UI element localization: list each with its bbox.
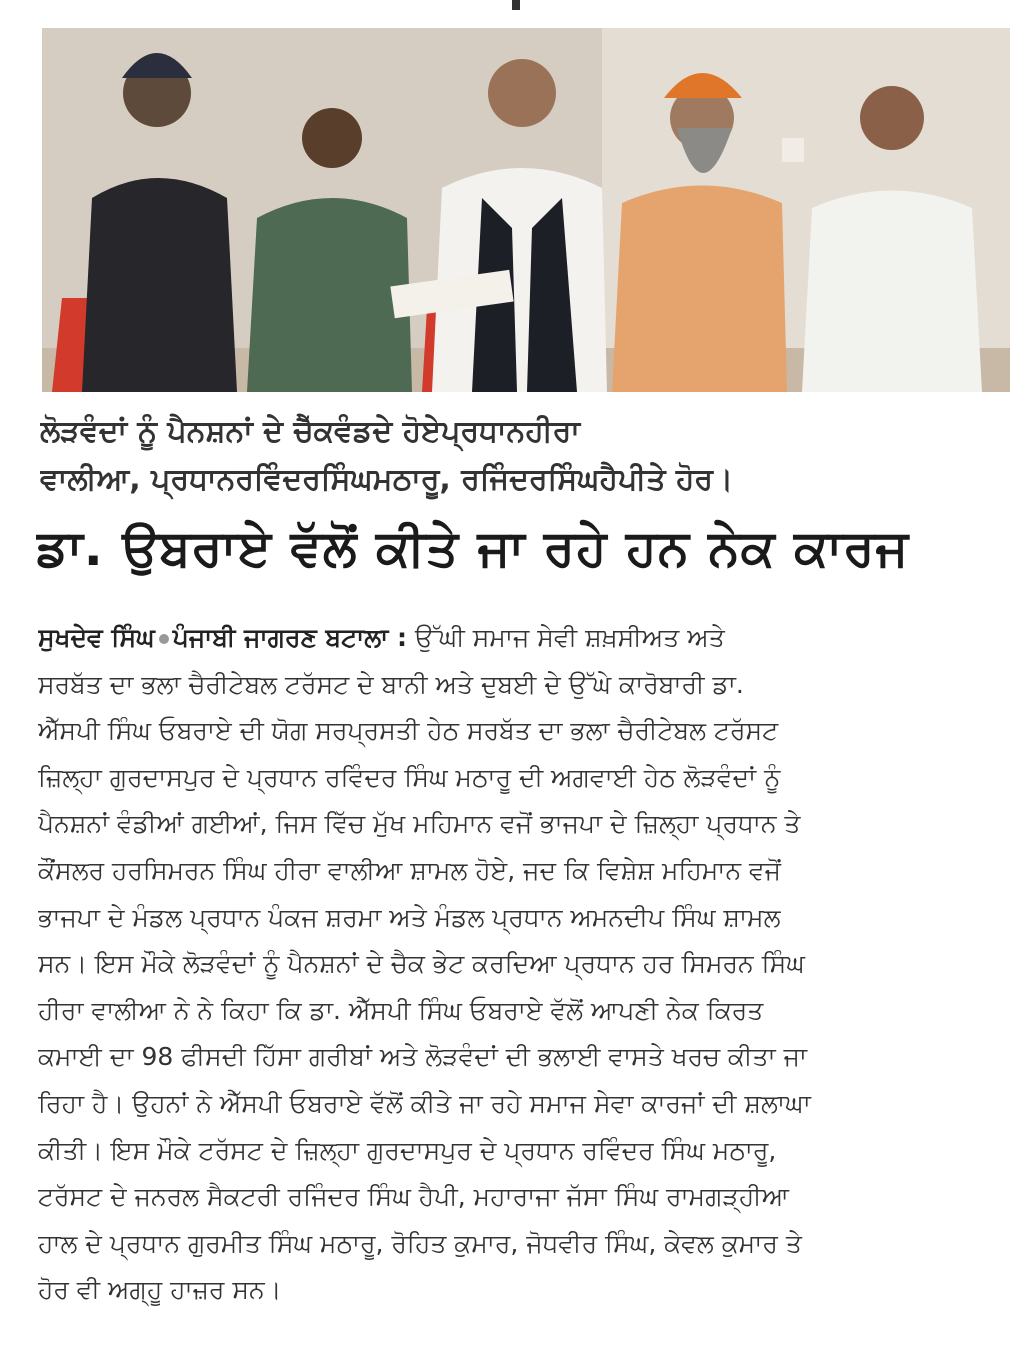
photo-five-men-with-cheque <box>42 28 1010 392</box>
article-line: ਹੋਰ ਵੀ ਅਗ੍ਹੂ ਹਾਜ਼ਰ ਸਨ। <box>38 1275 282 1305</box>
article-line: ਕੀਤੀ। ਇਸ ਮੌਕੇ ਟਰੱਸਟ ਦੇ ਜ਼ਿਲ੍ਹਾ ਗੁਰਦਾਸਪੁਰ ਦੇ ਪ੍ਰਧਾਨ ਰਵਿੰਦਰ ਸਿੰਘ ਮਠਾਰੂ, <box>38 1135 777 1165</box>
article-text: ਉੱਘੀ ਸਮਾਜ ਸੇਵੀ ਸ਼ਖ਼ਸੀਅਤ ਅਤੇ <box>414 623 725 652</box>
article-line-byline <box>38 615 988 662</box>
article-line: ਹੀਰਾ ਵਾਲੀਆ ਨੇ ਨੇ ਕਿਹਾ ਕਿ ਡਾ. ਐੱਸਪੀ ਸਿੰਘ ਓਬਰਾਏ ਵੱਲੋਂ ਆਪਣੀ ਨੇਕ ਕਿਰਤ <box>38 995 764 1025</box>
article-line: ਹਾਲ ਦੇ ਪ੍ਰਧਾਨ ਗੁਰਮੀਤ ਸਿੰਘ ਮਠਾਰੂ, ਰੋਹਿਤ ਕੁਮਾਰ, ਜੋਧਵੀਰ ਸਿੰਘ, ਕੇਵਲ ਕੁਮਾਰ ਤੇ <box>38 1228 802 1258</box>
article-line: ਐੱਸਪੀ ਸਿੰਘ ਓਬਰਾਏ ਦੀ ਯੋਗ ਸਰਪ੍ਰਸਤੀ ਹੇਠ ਸਰਬੱਤ ਦਾ ਭਲਾ ਚੈਰੀਟੇਬਲ ਟਰੱਸਟ <box>38 716 779 746</box>
news-photo <box>42 28 1010 392</box>
article-line: ਜ਼ਿਲ੍ਹਾ ਗੁਰਦਾਸਪੁਰ ਦੇ ਪ੍ਰਧਾਨ ਰਵਿੰਦਰ ਸਿੰਘ ਮਠਾਰੂ ਦੀ ਅਗਵਾਈ ਹੇਠ ਲੋੜਵੰਦਾਂ ਨੂੰ <box>38 762 781 792</box>
caption-line: ਵਾਲੀਆ, ਪ੍ਰਧਾਨਰਵਿੰਦਰਸਿੰਘਮਠਾਰੂ, ਰਜਿੰਦਰਸਿੰਘਹੈਪੀਤੇ ਹੋਰ। <box>40 462 734 497</box>
bullet-icon <box>159 634 169 644</box>
photo-caption <box>40 408 1000 504</box>
article-line: ਕਮਾਈ ਦਾ 98 ਫੀਸਦੀ ਹਿੱਸਾ ਗਰੀਬਾਂ ਅਤੇ ਲੋੜਵੰਦਾਂ ਦੀ ਭਲਾਈ ਵਾਸਤੇ ਖਰਚ ਕੀਤਾ ਜਾ <box>38 1042 808 1072</box>
article-line: ਸਰਬੱਤ ਦਾ ਭਲਾ ਚੈਰੀਟੇਬਲ ਟਰੱਸਟ ਦੇ ਬਾਨੀ ਅਤੇ ਦੁਬਈ ਦੇ ਉੱਘੇ ਕਾਰੋਬਾਰੀ ਡਾ. <box>38 669 744 699</box>
article-line: ਭਾਜਪਾ ਦੇ ਮੰਡਲ ਪ੍ਰਧਾਨ ਪੰਕਜ ਸ਼ਰਮਾ ਅਤੇ ਮੰਡਲ ਪ੍ਰਧਾਨ ਅਮਨਦੀਪ ਸਿੰਘ ਸ਼ਾਮਲ <box>38 902 781 932</box>
article-body <box>38 615 988 1314</box>
article-line: ਪੈਨਸ਼ਨਾਂ ਵੰਡੀਆਂ ਗਈਆਂ, ਜਿਸ ਵਿੱਚ ਮੁੱਖ ਮਹਿਮਾਨ ਵਜੋਂ ਭਾਜਪਾ ਦੇ ਜ਼ਿਲ੍ਹਾ ਪ੍ਰਧਾਨ ਤੇ <box>38 809 801 839</box>
article-line: ਸਨ। ਇਸ ਮੌਕੇ ਲੋੜਵੰਦਾਂ ਨੂੰ ਪੈਨਸ਼ਨਾਂ ਦੇ ਚੈਕ ਭੇਟ ਕਰਦਿਆ ਪ੍ਰਧਾਨ ਹਰ ਸਿਮਰਨ ਸਿੰਘ <box>38 949 805 979</box>
headline: ਡਾ. ਉਬਰਾਏ ਵੱਲੋਂ ਕੀਤੇ ਜਾ ਰਹੇ ਹਨ ਨੇਕ ਕਾਰਜ <box>36 519 910 577</box>
article-line: ਰਿਹਾ ਹੈ। ਉਹਨਾਂ ਨੇ ਐੱਸਪੀ ਓਬਰਾਏ ਵੱਲੋਂ ਕੀਤੇ ਜਾ ਰਹੇ ਸਮਾਜ ਸੇਵਾ ਕਾਰਜਾਂ ਦੀ ਸ਼ਲਾਘਾ <box>38 1088 811 1118</box>
author-name: ਸੁਖਦੇਵ ਸਿੰਘ <box>38 623 155 652</box>
caption-line: ਲੋੜਵੰਦਾਂ ਨੂੰ ਪੈਨਸ਼ਨਾਂ ਦੇ ਚੈੱਕਵੰਡਦੇ ਹੋਏਪ੍ਰਧਾਨਹੀਰਾ <box>40 414 580 449</box>
article-line: ਕੌਂਸਲਰ ਹਰਸਿਮਰਨ ਸਿੰਘ ਹੀਰਾ ਵਾਲੀਆ ਸ਼ਾਮਲ ਹੋਏ, ਜਦ ਕਿ ਵਿਸ਼ੇਸ਼ ਮਹਿਮਾਨ ਵਜੋਂ <box>38 855 781 885</box>
dateline-source: ਪੰਜਾਬੀ ਜਾਗਰਣ ਬਟਾਲਾ : <box>172 623 408 652</box>
page-fold-mark <box>512 0 520 10</box>
article-line: ਟਰੱਸਟ ਦੇ ਜਨਰਲ ਸੈਕਟਰੀ ਰਜਿੰਦਰ ਸਿੰਘ ਹੈਪੀ, ਮਹਾਰਾਜਾ ਜੱਸਾ ਸਿੰਘ ਰਾਮਗੜ੍ਹੀਆ <box>38 1182 789 1212</box>
